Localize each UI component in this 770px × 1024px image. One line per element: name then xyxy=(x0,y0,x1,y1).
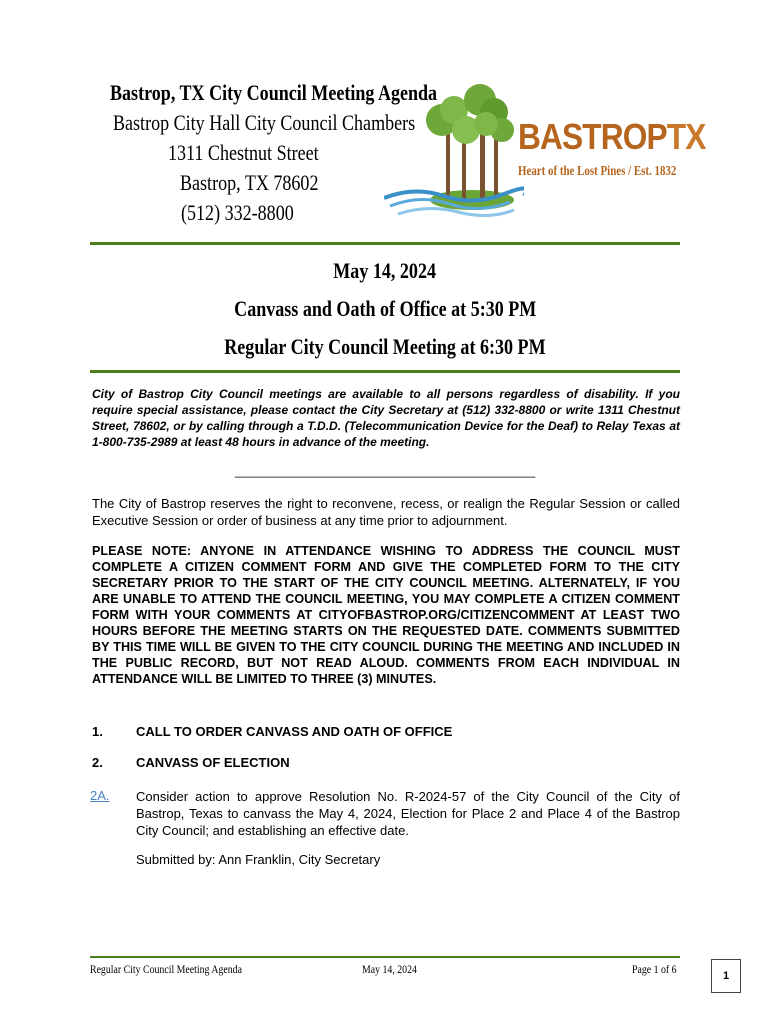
separator-line: _____________________________________________ xyxy=(234,464,536,478)
reserve-rights-text: The City of Bastrop reserves the right to reconvene, recess, or realign the Regular Session or called Executive Session or order of business at any time prior to adjournment. xyxy=(92,496,680,528)
pine-trees-icon xyxy=(384,82,524,222)
venue-name: Bastrop City Hall City Council Chambers xyxy=(113,110,416,135)
footer-center: May 14, 2024 xyxy=(362,962,417,976)
venue-phone: (512) 332-8800 xyxy=(181,200,294,225)
meeting-date: May 14, 2024 xyxy=(333,258,437,283)
footer-right: Page 1 of 6 xyxy=(632,962,677,976)
logo-wordmark-main: BASTROP xyxy=(518,116,667,157)
item-2a-link[interactable]: 2A. xyxy=(90,788,110,803)
item-2-number: 2. xyxy=(92,755,103,770)
bastrop-logo xyxy=(384,82,706,230)
agenda-title: Bastrop, TX City Council Meeting Agenda xyxy=(110,80,438,105)
canvass-time: Canvass and Oath of Office at 5:30 PM xyxy=(233,296,537,321)
item-2a-description: Consider action to approve Resolution No. R-2024-57 of the City Council of the City of Bastrop, Texas to canvass the May 4, 2024, Election for Place 2 and Place 4 of the Bastrop City Council; and establishing an effective date. xyxy=(136,789,680,838)
footer-left: Regular City Council Meeting Agenda xyxy=(90,962,242,976)
item-2a-submitted-by: Submitted by: Ann Franklin, City Secretary xyxy=(136,852,381,867)
logo-wordmark xyxy=(518,116,705,158)
header-rule xyxy=(90,242,680,245)
venue-city: Bastrop, TX 78602 xyxy=(180,170,319,195)
page-number-box: 1 xyxy=(711,959,741,993)
citizen-comment-notice: PLEASE NOTE: ANYONE IN ATTENDANCE WISHING TO ADDRESS THE COUNCIL MUST COMPLETE A CITIZEN COMMENT FORM AND GIVE THE COMPLETED FORM TO THE CITY SECRETARY PRIOR TO THE START OF THE CITY COUNCIL MEETING. ALTERNATELY, IF YOU ARE UNABLE TO ATTEND THE COUNCIL MEETING, YOU MAY COMPLETE A CITIZEN COMMENT FORM WITH YOUR COMMENTS AT CITYOFBASTROP.ORG/CITIZENCOMMENT AT LEAST TWO HOURS BEFORE THE MEETING STARTS ON THE REQUESTED DATE. COMMENTS SUBMITTED BY THIS TIME WILL BE GIVEN TO THE CITY COUNCIL DURING THE MEETING AND INCLUDED IN THE PUBLIC RECORD, BUT NOT READ ALOUD. COMMENTS FROM EACH INDIVIDUAL IN ATTENDANCE WILL BE LIMITED TO THREE (3) MINUTES. xyxy=(92,544,680,686)
item-1-number: 1. xyxy=(92,724,103,739)
item-1-title: CALL TO ORDER CANVASS AND OATH OF OFFICE xyxy=(136,724,453,739)
logo-tagline: Heart of the Lost Pines / Est. 1832 xyxy=(518,164,677,179)
regular-meeting-time: Regular City Council Meeting at 6:30 PM xyxy=(224,334,546,359)
item-2-title: CANVASS OF ELECTION xyxy=(136,755,290,770)
footer-rule xyxy=(90,956,680,958)
meeting-rule xyxy=(90,370,680,373)
logo-wordmark-accent: TX xyxy=(666,116,706,157)
venue-street: 1311 Chestnut Street xyxy=(168,140,319,165)
accessibility-disclaimer: City of Bastrop City Council meetings are available to all persons regardless of disability. If you require special assistance, please contact the City Secretary at (512) 332-8800 or write 1311 Chestnut Street, 78602, or by calling through a T.D.D. (Telecommunication Device for the Deaf) to Relay Texas at 1-800-735-2989 at least 48 hours in advance of the meeting. xyxy=(92,387,680,449)
